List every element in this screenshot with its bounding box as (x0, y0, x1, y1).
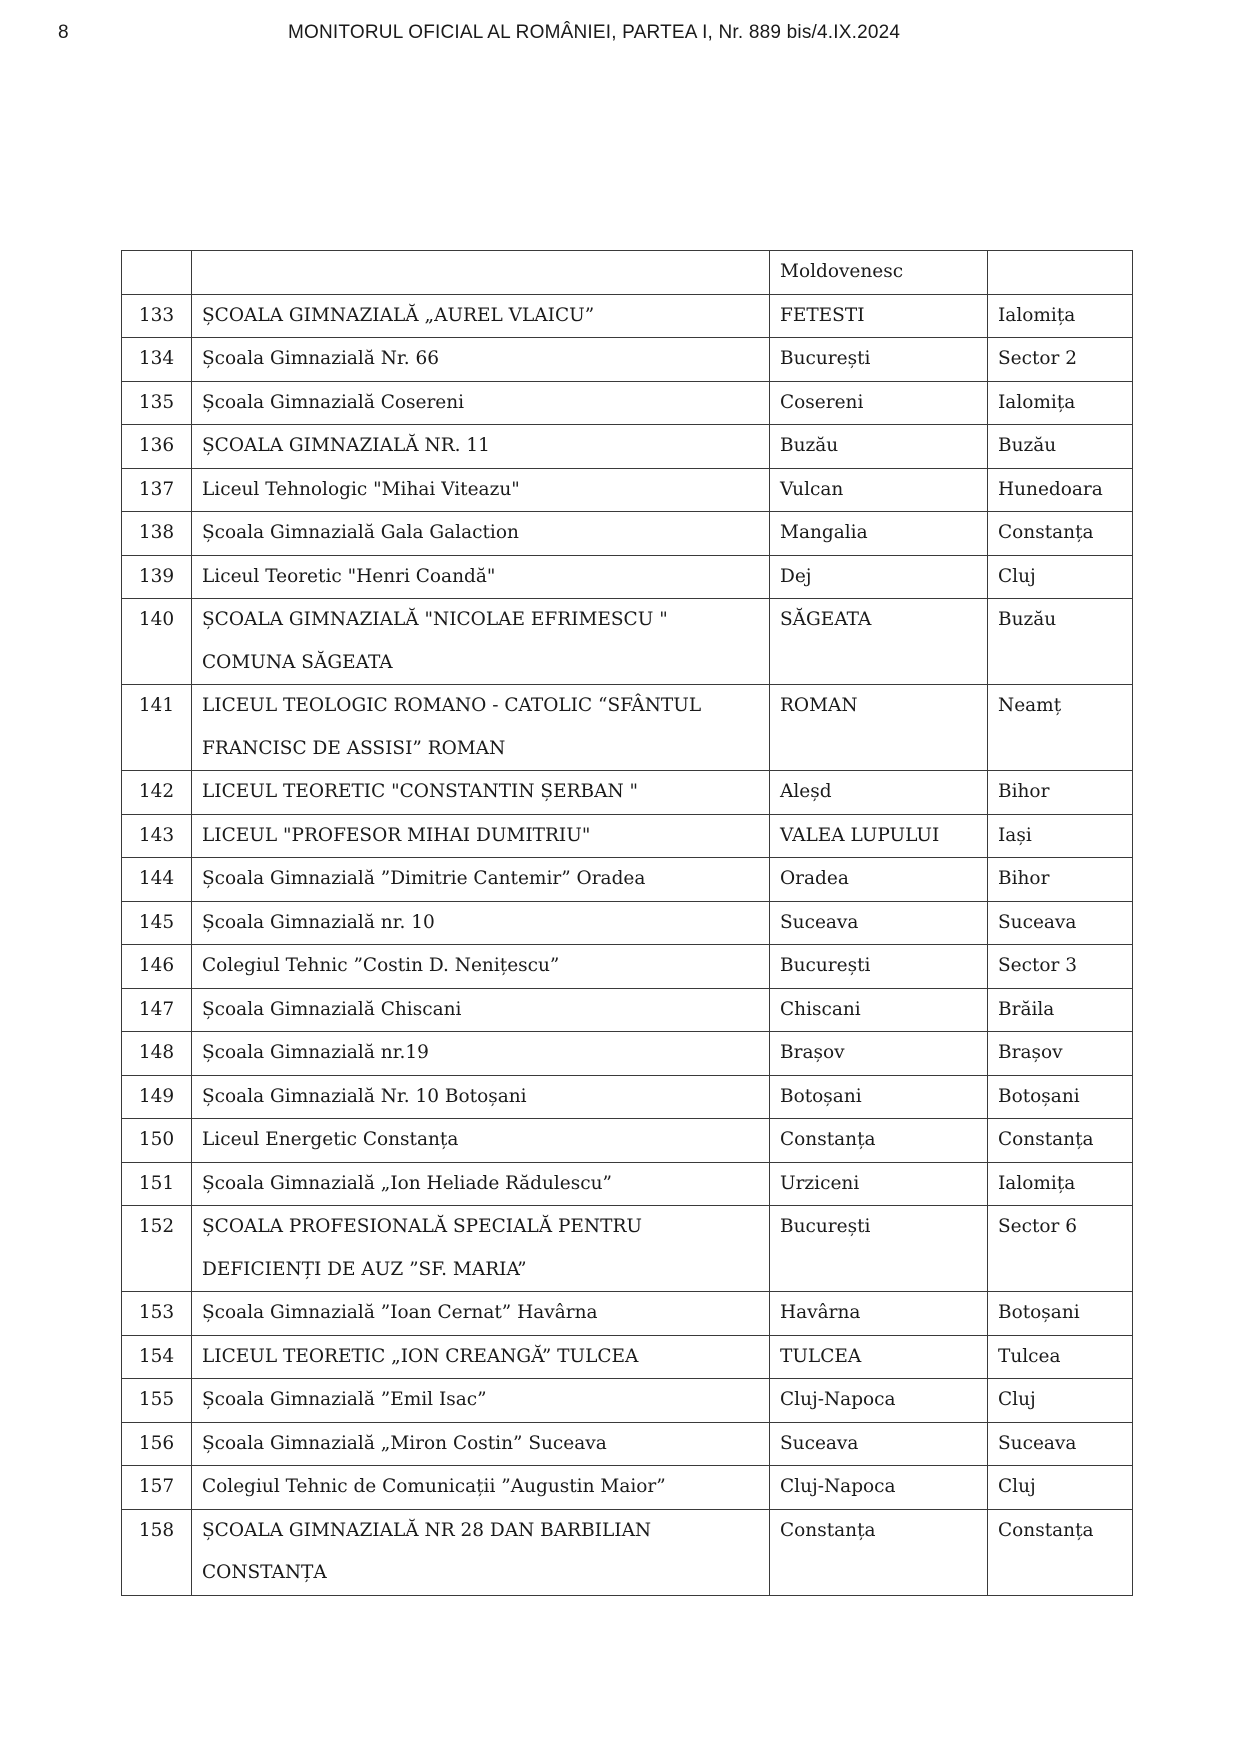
school-name-cell: Școala Gimnazială „Ion Heliade Rădulescu” (192, 1162, 770, 1206)
county-cell: Cluj (988, 1466, 1133, 1510)
row-number-cell: 153 (122, 1292, 192, 1336)
row-number-cell: 157 (122, 1466, 192, 1510)
table-row (122, 338, 1133, 382)
locality-cell: Constanța (770, 1509, 988, 1595)
locality-cell: Buzău (770, 425, 988, 469)
locality-cell: București (770, 1206, 988, 1292)
table-row (122, 599, 1133, 685)
page-number: 8 (58, 22, 69, 43)
row-number-cell: 158 (122, 1509, 192, 1595)
county-cell: Tulcea (988, 1335, 1133, 1379)
table-row (122, 1335, 1133, 1379)
row-number-cell: 135 (122, 381, 192, 425)
school-name-cell: ȘCOALA GIMNAZIALĂ NR. 11 (192, 425, 770, 469)
school-name-cell (192, 251, 770, 295)
row-number-cell: 137 (122, 468, 192, 512)
locality-cell: Havârna (770, 1292, 988, 1336)
table-row (122, 814, 1133, 858)
school-name-cell: Liceul Tehnologic "Mihai Viteazu" (192, 468, 770, 512)
table-row (122, 512, 1133, 556)
row-number-cell: 133 (122, 294, 192, 338)
locality-cell: Botoșani (770, 1075, 988, 1119)
county-cell: Cluj (988, 1379, 1133, 1423)
county-cell: Botoșani (988, 1292, 1133, 1336)
locality-cell: Aleșd (770, 771, 988, 815)
locality-cell: Oradea (770, 858, 988, 902)
row-number-cell: 149 (122, 1075, 192, 1119)
county-cell: Sector 3 (988, 945, 1133, 989)
county-cell (988, 251, 1133, 295)
county-cell: Sector 2 (988, 338, 1133, 382)
table-row (122, 381, 1133, 425)
school-name-cell: Liceul Energetic Constanța (192, 1119, 770, 1163)
county-cell: Constanța (988, 512, 1133, 556)
county-cell: Constanța (988, 1119, 1133, 1163)
county-cell: Bihor (988, 771, 1133, 815)
locality-cell: București (770, 945, 988, 989)
locality-cell: Vulcan (770, 468, 988, 512)
row-number-cell: 139 (122, 555, 192, 599)
publication-title: MONITORUL OFICIAL AL ROMÂNIEI, PARTEA I, Nr. 889 bis/4.IX.2024 (288, 22, 901, 43)
schools-table (121, 250, 1133, 1596)
school-name-cell: Școala Gimnazială ”Ioan Cernat” Havârna (192, 1292, 770, 1336)
locality-cell: Suceava (770, 1422, 988, 1466)
school-name-cell: Școala Gimnazială nr. 10 (192, 901, 770, 945)
county-cell: Brașov (988, 1032, 1133, 1076)
county-cell: Suceava (988, 901, 1133, 945)
row-number-cell (122, 251, 192, 295)
locality-cell: Cosereni (770, 381, 988, 425)
school-name-cell: ȘCOALA PROFESIONALĂ SPECIALĂ PENTRU DEFICIENȚI DE AUZ ”SF. MARIA” (192, 1206, 770, 1292)
locality-cell: Cluj-Napoca (770, 1466, 988, 1510)
locality-cell: VALEA LUPULUI (770, 814, 988, 858)
locality-cell: Mangalia (770, 512, 988, 556)
county-cell: Buzău (988, 599, 1133, 685)
county-cell: Brăila (988, 988, 1133, 1032)
table-row (122, 1119, 1133, 1163)
school-name-cell: Școala Gimnazială nr.19 (192, 1032, 770, 1076)
locality-cell: Cluj-Napoca (770, 1379, 988, 1423)
school-name-cell: Școala Gimnazială Gala Galaction (192, 512, 770, 556)
locality-cell: Brașov (770, 1032, 988, 1076)
school-name-cell: Școala Gimnazială Nr. 10 Botoșani (192, 1075, 770, 1119)
school-name-cell: Colegiul Tehnic ”Costin D. Nenițescu” (192, 945, 770, 989)
row-number-cell: 142 (122, 771, 192, 815)
row-number-cell: 152 (122, 1206, 192, 1292)
school-name-cell: ȘCOALA GIMNAZIALĂ NR 28 DAN BARBILIAN CONSTANȚA (192, 1509, 770, 1595)
table-row (122, 555, 1133, 599)
row-number-cell: 138 (122, 512, 192, 556)
school-name-cell: ȘCOALA GIMNAZIALĂ „AUREL VLAICU” (192, 294, 770, 338)
table-row (122, 1379, 1133, 1423)
county-cell: Bihor (988, 858, 1133, 902)
row-number-cell: 155 (122, 1379, 192, 1423)
locality-cell: FETESTI (770, 294, 988, 338)
school-name-cell: Școala Gimnazială Nr. 66 (192, 338, 770, 382)
school-name-cell: Liceul Teoretic "Henri Coandă" (192, 555, 770, 599)
row-number-cell: 141 (122, 685, 192, 771)
row-number-cell: 145 (122, 901, 192, 945)
school-name-cell: Școala Gimnazială ”Emil Isac” (192, 1379, 770, 1423)
row-number-cell: 156 (122, 1422, 192, 1466)
county-cell: Ialomița (988, 381, 1133, 425)
county-cell: Iași (988, 814, 1133, 858)
table-row (122, 771, 1133, 815)
school-name-cell: LICEUL TEOLOGIC ROMANO - CATOLIC “SFÂNTUL FRANCISC DE ASSISI” ROMAN (192, 685, 770, 771)
table-row (122, 685, 1133, 771)
table-body (122, 251, 1133, 1596)
county-cell: Constanța (988, 1509, 1133, 1595)
row-number-cell: 154 (122, 1335, 192, 1379)
county-cell: Neamț (988, 685, 1133, 771)
row-number-cell: 146 (122, 945, 192, 989)
page-header (0, 22, 1240, 52)
school-name-cell: Școala Gimnazială Chiscani (192, 988, 770, 1032)
school-name-cell: Școala Gimnazială „Miron Costin” Suceava (192, 1422, 770, 1466)
school-name-cell: Școala Gimnazială ”Dimitrie Cantemir” Oradea (192, 858, 770, 902)
table-row (122, 468, 1133, 512)
table-row (122, 1206, 1133, 1292)
county-cell: Buzău (988, 425, 1133, 469)
county-cell: Suceava (988, 1422, 1133, 1466)
locality-cell: Urziceni (770, 1162, 988, 1206)
locality-cell: Moldovenesc (770, 251, 988, 295)
row-number-cell: 148 (122, 1032, 192, 1076)
row-number-cell: 147 (122, 988, 192, 1032)
table-row (122, 294, 1133, 338)
county-cell: Hunedoara (988, 468, 1133, 512)
locality-cell: Chiscani (770, 988, 988, 1032)
table-row (122, 901, 1133, 945)
table-row (122, 988, 1133, 1032)
table-row (122, 1422, 1133, 1466)
table-row (122, 1292, 1133, 1336)
table-row (122, 251, 1133, 295)
school-name-cell: LICEUL "PROFESOR MIHAI DUMITRIU" (192, 814, 770, 858)
county-cell: Ialomița (988, 294, 1133, 338)
row-number-cell: 134 (122, 338, 192, 382)
locality-cell: TULCEA (770, 1335, 988, 1379)
row-number-cell: 144 (122, 858, 192, 902)
table-row (122, 1509, 1133, 1595)
row-number-cell: 150 (122, 1119, 192, 1163)
locality-cell: ROMAN (770, 685, 988, 771)
table-row (122, 1032, 1133, 1076)
school-name-cell: LICEUL TEORETIC „ION CREANGĂ” TULCEA (192, 1335, 770, 1379)
table-row (122, 425, 1133, 469)
locality-cell: București (770, 338, 988, 382)
table-row (122, 1162, 1133, 1206)
county-cell: Botoșani (988, 1075, 1133, 1119)
school-name-cell: LICEUL TEORETIC "CONSTANTIN ȘERBAN " (192, 771, 770, 815)
table-row (122, 1075, 1133, 1119)
locality-cell: SĂGEATA (770, 599, 988, 685)
table-row (122, 945, 1133, 989)
county-cell: Sector 6 (988, 1206, 1133, 1292)
row-number-cell: 136 (122, 425, 192, 469)
county-cell: Cluj (988, 555, 1133, 599)
table-row (122, 1466, 1133, 1510)
locality-cell: Dej (770, 555, 988, 599)
row-number-cell: 151 (122, 1162, 192, 1206)
school-name-cell: ȘCOALA GIMNAZIALĂ "NICOLAE EFRIMESCU " COMUNA SĂGEATA (192, 599, 770, 685)
row-number-cell: 143 (122, 814, 192, 858)
table-row (122, 858, 1133, 902)
locality-cell: Constanța (770, 1119, 988, 1163)
school-name-cell: Școala Gimnazială Cosereni (192, 381, 770, 425)
row-number-cell: 140 (122, 599, 192, 685)
school-name-cell: Colegiul Tehnic de Comunicații ”Augustin Maior” (192, 1466, 770, 1510)
locality-cell: Suceava (770, 901, 988, 945)
county-cell: Ialomița (988, 1162, 1133, 1206)
